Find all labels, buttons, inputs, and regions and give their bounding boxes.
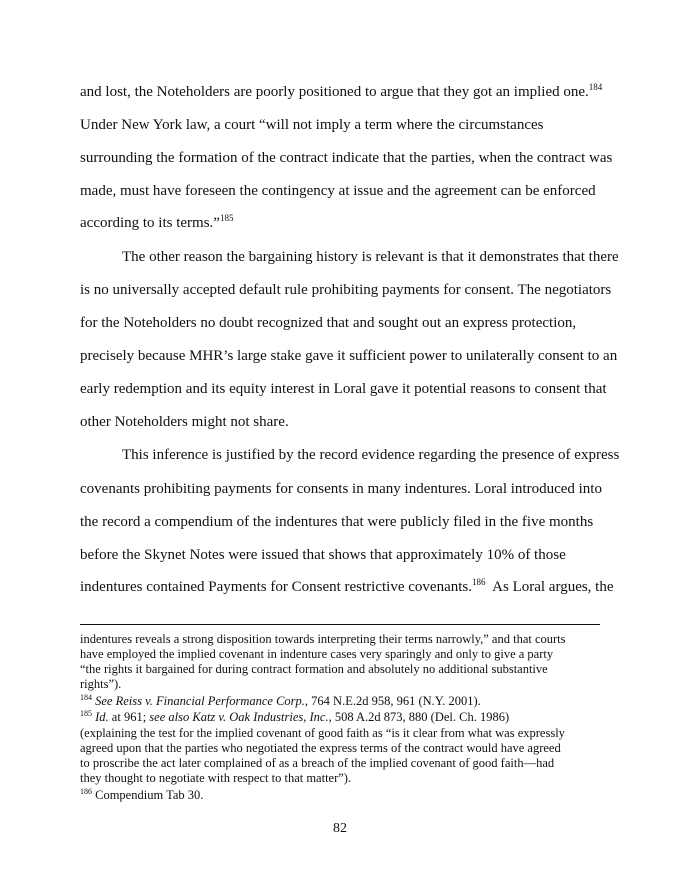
footnote-184: $^{184}$ See Reiss v. Financial Performance Corp., 764 N.E.2d 958, 961 (N.Y. 2001). — [80, 693, 481, 708]
body-line: other Noteholders might not share. — [80, 414, 289, 430]
footnote-separator — [80, 624, 600, 625]
body-line: The other reason the bargaining history is relevant is that it demonstrates that there — [122, 249, 619, 265]
body-line: before the Skynet Notes were issued that shows that approximately 10% of those — [80, 547, 566, 563]
body-line: early redemption and its equity interest in Loral gave it potential reasons to consent that — [80, 381, 607, 397]
body-line: precisely because MHR’s large stake gave it sufficient power to unilaterally consent to an — [80, 348, 618, 364]
body-line: and lost, the Noteholders are poorly positioned to argue that they got an implied one.$^{184}$ — [80, 82, 603, 100]
body-line: according to its terms.”$^{185}$ — [80, 213, 234, 231]
body-line: is no universally accepted default rule prohibiting payments for consent. The negotiators — [80, 282, 612, 298]
body-line: for the Noteholders no doubt recognized that and sought out an express protection, — [80, 315, 577, 331]
body-line: the record a compendium of the indentures that were publicly filed in the five months — [80, 514, 594, 530]
footnote-line: (explaining the test for the implied covenant of good faith as “is it clear from what was expressly — [80, 726, 565, 740]
footnote-line: indentures reveals a strong disposition towards interpreting their terms narrowly,” and that courts — [80, 632, 566, 646]
body-line: indentures contained Payments for Consent restrictive covenants.$^{186}$ As Loral argues, the — [80, 577, 614, 595]
footnote-185: $^{185}$ Id. at 961; see also Katz v. Oak Industries, Inc., 508 A.2d 873, 880 (Del. Ch. 1986) — [80, 709, 510, 724]
footnote-ref: 185 — [219, 213, 234, 223]
footnote-line: have employed the implied covenant in indenture cases very sparingly and only to give a party — [80, 647, 554, 661]
footnote-186: $^{186}$ Compendium Tab 30. — [80, 787, 204, 802]
body-line: made, must have foreseen the contingency at issue and the agreement can be enforced — [80, 183, 596, 199]
footnote-line: agreed upon that the parties who negotiated the express terms of the contract would have agreed — [80, 741, 561, 755]
body-line: Under New York law, a court “will not imply a term where the circumstances — [80, 117, 544, 133]
footnote-ref: 184 — [588, 82, 603, 92]
footnote-line: “the rights it bargained for during contract formation and absolutely no additional substantive — [80, 662, 548, 676]
footnote-line: they thought to negotiate with respect to that matter”). — [80, 771, 352, 785]
body-line: surrounding the formation of the contract indicate that the parties, when the contract was — [80, 150, 613, 166]
page-number: 82 — [333, 821, 347, 836]
body-line: This inference is justified by the record evidence regarding the presence of express — [122, 447, 620, 463]
footnote-line: rights”). — [80, 677, 122, 691]
footnote-line: to proscribe the act later complained of as a breach of the implied covenant of good faith—had — [80, 756, 555, 770]
footnote-ref: 186 — [471, 577, 486, 587]
body-line: covenants prohibiting payments for consents in many indentures. Loral introduced into — [80, 481, 602, 497]
